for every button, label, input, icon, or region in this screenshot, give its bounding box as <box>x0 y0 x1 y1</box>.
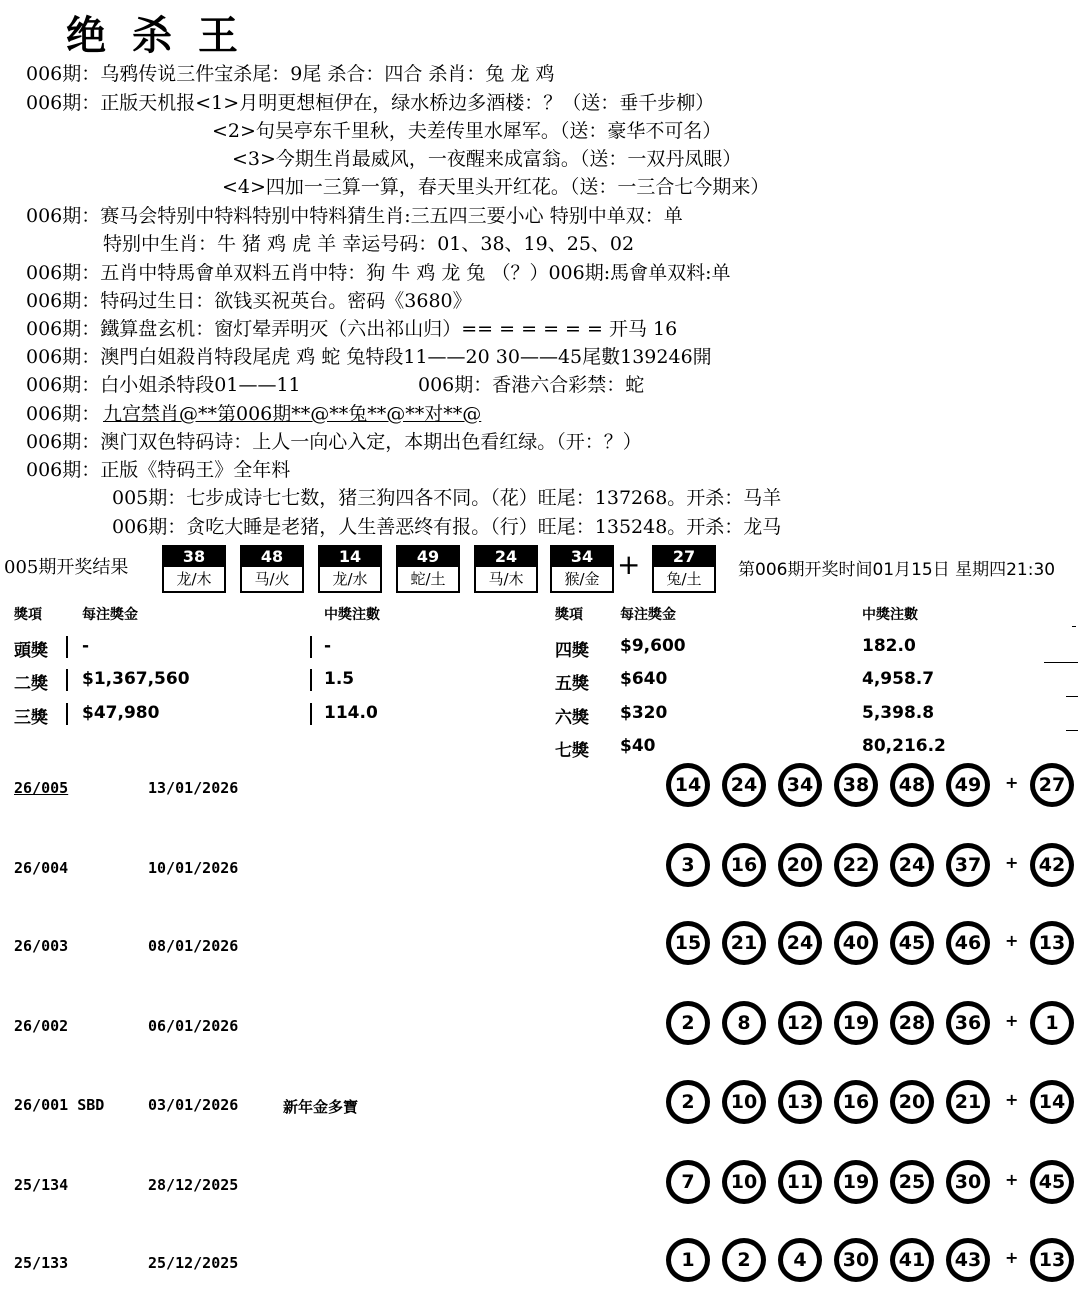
divider <box>1044 662 1078 663</box>
ball-number: 14 <box>671 768 705 802</box>
ball-number: 28 <box>895 1006 929 1040</box>
ball-number: 12 <box>783 1006 817 1040</box>
result-tile <box>396 545 460 593</box>
number-ball <box>666 843 710 887</box>
number-ball <box>722 843 766 887</box>
special-ball <box>1030 1238 1074 1282</box>
ball-number: 1 <box>1035 1006 1069 1040</box>
divider <box>1066 696 1078 697</box>
ball-number: 15 <box>671 926 705 960</box>
ball-number: 20 <box>783 848 817 882</box>
number-ball <box>778 1160 822 1204</box>
text-line: 006期：五肖中特馬會单双料五肖中特：狗 牛 鸡 龙 兔 （？）006期:馬會单双料:单 <box>26 262 731 284</box>
tile-number: 27 <box>654 547 714 567</box>
ball-number: 7 <box>671 1165 705 1199</box>
ball-number: 19 <box>839 1165 873 1199</box>
prize-amount: $40 <box>620 736 656 756</box>
text-line: 006期：正版《特码王》全年料 <box>26 459 291 481</box>
ball-number: 24 <box>895 848 929 882</box>
divider <box>66 669 68 691</box>
plus-sign: + <box>1005 1011 1019 1030</box>
number-ball <box>890 1001 934 1045</box>
tile-number: 49 <box>398 547 458 567</box>
number-ball <box>890 763 934 807</box>
result-label: 005期开奖结果 <box>4 557 129 578</box>
number-ball <box>890 1238 934 1282</box>
ball-number: 2 <box>727 1243 761 1277</box>
special-ball <box>1030 1001 1074 1045</box>
prize-amount: $1,367,560 <box>82 669 190 689</box>
ball-number: 3 <box>671 848 705 882</box>
prize-name: 七獎 <box>555 741 589 761</box>
text-line: 特别中生肖：牛 猪 鸡 虎 羊 幸运号码：01、38、19、25、02 <box>103 233 635 255</box>
number-ball <box>666 1238 710 1282</box>
special-ball <box>1030 1160 1074 1204</box>
prize-amount: $47,980 <box>82 703 160 723</box>
prize-amount: - <box>82 636 90 656</box>
number-ball <box>834 843 878 887</box>
prize-amount: $320 <box>620 703 668 723</box>
tile-number: 24 <box>476 547 536 567</box>
number-ball <box>946 921 990 965</box>
tile-zodiac: 马/木 <box>488 570 524 588</box>
number-ball <box>946 1001 990 1045</box>
prize-count: 5,398.8 <box>862 703 935 723</box>
ball-number: 20 <box>895 1085 929 1119</box>
number-ball <box>834 1080 878 1124</box>
text-line: 九宫禁肖@**第006期**@**兔**@**对**@ <box>103 403 482 425</box>
number-ball <box>666 1001 710 1045</box>
prize-name: 二獎 <box>14 674 48 694</box>
result-tile <box>240 545 304 593</box>
ball-number: 10 <box>727 1165 761 1199</box>
tile-zodiac: 龙/水 <box>332 570 368 588</box>
prize-header: 每注獎金 <box>620 607 676 623</box>
plus-sign: + <box>1005 931 1019 950</box>
draw-date: 28/12/2025 <box>148 1176 239 1194</box>
ball-number: 38 <box>839 768 873 802</box>
prize-header: 中獎注數 <box>862 607 918 623</box>
next-draw-time: 第006期开奖时间01月15日 星期四21:30 <box>738 560 1056 580</box>
divider <box>310 636 312 658</box>
ball-number: 43 <box>951 1243 985 1277</box>
number-ball <box>834 763 878 807</box>
ball-number: 40 <box>839 926 873 960</box>
text-line: <2>句吴亭东千里秋，夫差传里水犀军。（送：豪华不可名） <box>212 120 722 142</box>
number-ball <box>890 1160 934 1204</box>
number-ball <box>778 843 822 887</box>
number-ball <box>722 1001 766 1045</box>
divider <box>66 636 68 658</box>
prize-header: 中獎注數 <box>324 607 380 623</box>
ball-number: 24 <box>783 926 817 960</box>
number-ball <box>778 1238 822 1282</box>
text-line: 005期：七步成诗七七数，猪三狗四各不同。（花）旺尾：137268。开杀：马羊 <box>112 487 782 509</box>
plus-sign: + <box>1005 1248 1019 1267</box>
tile-zodiac: 兔/土 <box>666 570 702 588</box>
text-line: 006期： <box>26 403 101 425</box>
ball-number: 30 <box>951 1165 985 1199</box>
text-line: <3>今期生肖最威风，一夜醒来成富翁。（送：一双丹凤眼） <box>232 148 742 170</box>
ball-number: 41 <box>895 1243 929 1277</box>
text-line: 006期：赛马会特别中特料特别中特料猜生肖:三五四三要小心 特别中单双：单 <box>26 205 683 227</box>
draw-number: 26/002 <box>14 1017 69 1035</box>
prize-count: 182.0 <box>862 636 916 656</box>
result-tile <box>162 545 226 593</box>
prize-name: 五獎 <box>555 674 589 694</box>
prize-name: 頭獎 <box>14 641 48 661</box>
number-ball <box>722 921 766 965</box>
ball-number: 19 <box>839 1006 873 1040</box>
result-tile <box>550 545 614 593</box>
prize-header: 獎項 <box>555 607 583 623</box>
ball-number: 30 <box>839 1243 873 1277</box>
ball-number: 22 <box>839 848 873 882</box>
prize-count: - <box>324 636 332 656</box>
number-ball <box>834 1001 878 1045</box>
ball-number: 45 <box>895 926 929 960</box>
tile-zodiac: 龙/木 <box>176 570 212 588</box>
number-ball <box>946 1238 990 1282</box>
text-line: 006期：乌鸦传说三件宝杀尾：9尾 杀合：四合 杀肖：兔 龙 鸡 <box>26 63 555 85</box>
text-line: 006期：澳门双色特码诗：上人一向心入定，本期出色看红绿。（开：？） <box>26 431 642 453</box>
number-ball <box>666 1080 710 1124</box>
tile-number: 14 <box>320 547 380 567</box>
number-ball <box>834 1238 878 1282</box>
draw-number: 25/134 <box>14 1176 69 1194</box>
number-ball <box>946 843 990 887</box>
divider <box>310 703 312 725</box>
prize-count: 80,216.2 <box>862 736 946 756</box>
plus-sign: + <box>617 548 641 581</box>
plus-sign: + <box>1005 773 1019 792</box>
draw-date: 25/12/2025 <box>148 1254 239 1272</box>
number-ball <box>890 1080 934 1124</box>
prize-name: 三獎 <box>14 708 48 728</box>
ball-number: 2 <box>671 1085 705 1119</box>
number-ball <box>666 921 710 965</box>
tile-zodiac: 蛇/土 <box>410 570 446 588</box>
ball-number: 37 <box>951 848 985 882</box>
prize-count: 4,958.7 <box>862 669 935 689</box>
ball-number: 49 <box>951 768 985 802</box>
number-ball <box>722 1080 766 1124</box>
text-line: 006期：正版天机报<1>月明更想桓伊在，绿水桥边多酒楼：？（送：垂千步柳） <box>26 92 715 114</box>
ball-number: 16 <box>727 848 761 882</box>
ball-number: 21 <box>727 926 761 960</box>
result-tile <box>318 545 382 593</box>
text-line: <4>四加一三算一算，春天里头开红花。（送：一三合七今期来） <box>222 176 770 198</box>
ball-number: 10 <box>727 1085 761 1119</box>
tile-zodiac: 猴/金 <box>564 570 600 588</box>
tile-number: 48 <box>242 547 302 567</box>
prize-name: 四獎 <box>555 641 589 661</box>
special-ball <box>1030 921 1074 965</box>
ball-number: 24 <box>727 768 761 802</box>
number-ball <box>834 921 878 965</box>
number-ball <box>722 1160 766 1204</box>
prize-header: 獎項 <box>14 607 42 623</box>
ball-number: 13 <box>783 1085 817 1119</box>
draw-number: 26/004 <box>14 859 69 877</box>
ball-number: 21 <box>951 1085 985 1119</box>
number-ball <box>946 1160 990 1204</box>
prize-count: 1.5 <box>324 669 355 689</box>
tile-number: 38 <box>164 547 224 567</box>
draw-date: 03/01/2026 <box>148 1096 239 1114</box>
ball-number: 27 <box>1035 768 1069 802</box>
number-ball <box>778 921 822 965</box>
draw-date: 10/01/2026 <box>148 859 239 877</box>
prize-count: 114.0 <box>324 703 378 723</box>
ball-number: 16 <box>839 1085 873 1119</box>
plus-sign: + <box>1005 1090 1019 1109</box>
prize-name: 六獎 <box>555 708 589 728</box>
draw-date: 13/01/2026 <box>148 779 239 797</box>
number-ball <box>722 763 766 807</box>
number-ball <box>666 763 710 807</box>
text-line: 006期：贪吃大睡是老猪，人生善恶终有报。（行）旺尾：135248。开杀：龙马 <box>112 516 782 538</box>
plus-sign: + <box>1005 853 1019 872</box>
number-ball <box>778 1001 822 1045</box>
ball-number: 1 <box>671 1243 705 1277</box>
number-ball <box>890 921 934 965</box>
ball-number: 8 <box>727 1006 761 1040</box>
special-ball <box>1030 843 1074 887</box>
page-title: 绝杀王 <box>66 12 264 59</box>
draw-number: 26/001 SBD <box>14 1096 105 1114</box>
number-ball <box>778 1080 822 1124</box>
ball-number: 13 <box>1035 1243 1069 1277</box>
number-ball <box>946 1080 990 1124</box>
number-ball <box>834 1160 878 1204</box>
divider <box>310 669 312 691</box>
ball-number: 36 <box>951 1006 985 1040</box>
special-ball <box>1030 1080 1074 1124</box>
text-line: 006期：鐵算盘玄机：窗灯晕弄明灭（六出祁山归）== = = = = = 开马 16 <box>26 318 678 340</box>
text-line: 006期：澳門白姐殺肖特段尾虎 鸡 蛇 兔特段11——20 30——45尾數139246開 <box>26 346 712 368</box>
plus-sign: + <box>1005 1170 1019 1189</box>
number-ball <box>778 763 822 807</box>
number-ball <box>722 1238 766 1282</box>
draw-date: 08/01/2026 <box>148 937 239 955</box>
prize-amount: $640 <box>620 669 668 689</box>
ball-number: 46 <box>951 926 985 960</box>
divider <box>1072 626 1076 627</box>
ball-number: 45 <box>1035 1165 1069 1199</box>
draw-number: 25/133 <box>14 1254 69 1272</box>
number-ball <box>666 1160 710 1204</box>
ball-number: 48 <box>895 768 929 802</box>
prize-amount: $9,600 <box>620 636 686 656</box>
divider <box>1066 730 1078 731</box>
tile-zodiac: 马/火 <box>254 570 290 588</box>
text-line: 006期：特码过生日：欲钱买祝英台。密码《3680》 <box>26 290 472 312</box>
ball-number: 42 <box>1035 848 1069 882</box>
result-tile <box>474 545 538 593</box>
ball-number: 13 <box>1035 926 1069 960</box>
special-ball <box>1030 763 1074 807</box>
text-line: 006期：香港六合彩禁：蛇 <box>418 374 645 396</box>
special-tile <box>652 545 716 593</box>
ball-number: 14 <box>1035 1085 1069 1119</box>
draw-number: 26/003 <box>14 937 69 955</box>
number-ball <box>890 843 934 887</box>
tile-number: 34 <box>552 547 612 567</box>
prize-header: 每注獎金 <box>82 607 138 623</box>
number-ball <box>946 763 990 807</box>
ball-number: 34 <box>783 768 817 802</box>
ball-number: 25 <box>895 1165 929 1199</box>
ball-number: 2 <box>671 1006 705 1040</box>
ball-number: 11 <box>783 1165 817 1199</box>
text-line: 006期：白小姐杀特段01——11 <box>26 374 301 396</box>
draw-number: 26/005 <box>14 779 69 797</box>
divider <box>66 703 68 725</box>
draw-date: 06/01/2026 <box>148 1017 239 1035</box>
ball-number: 4 <box>783 1243 817 1277</box>
draw-note: 新年金多寶 <box>283 1098 359 1116</box>
